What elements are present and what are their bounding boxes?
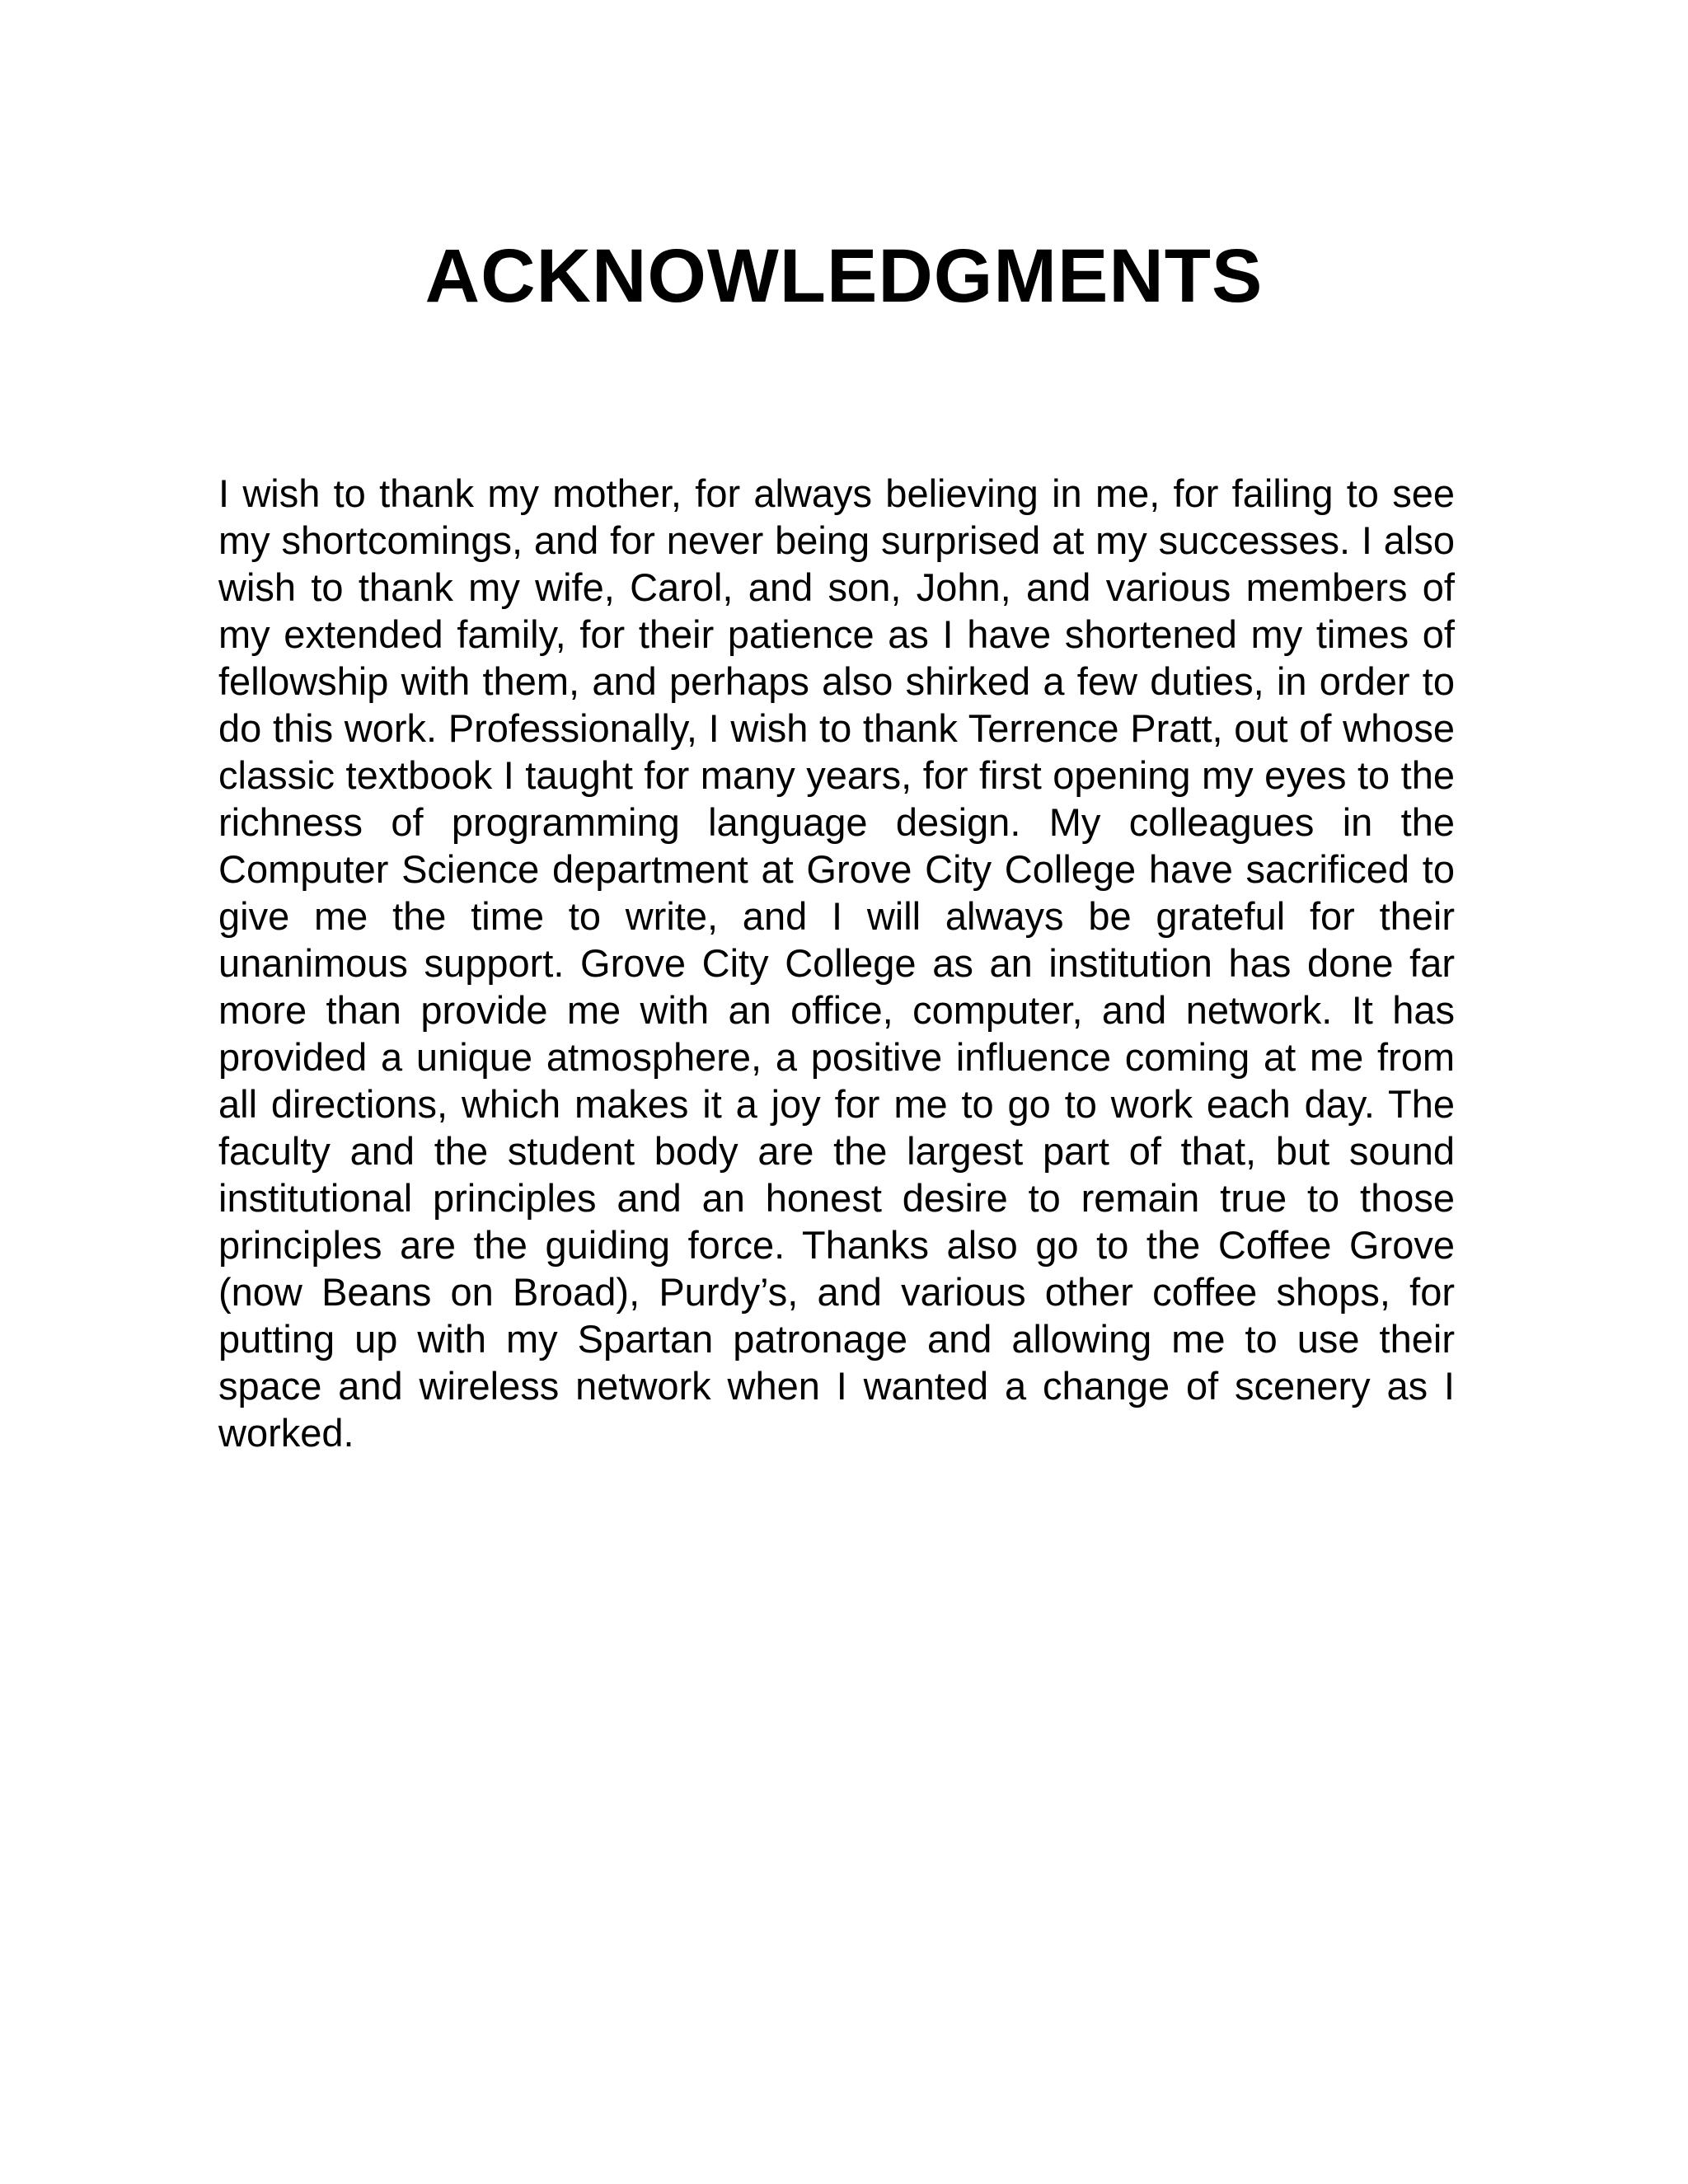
acknowledgments-paragraph: I wish to thank my mother, for always believing in me, for failing to see my shortcomings, and for never being surprised at my successes. I also wish to thank my wife, Carol, and son, John, and various members of my extended family, for their patience as I have shortened my times of fellowship with them, and perhaps also shirked a few duties, in order to do this work. Professionally, I wish to thank Terrence Pratt, out of whose classic textbook I taught for many years, for first opening my eyes to the richness of programming language design. My colleagues in the Computer Science department at Grove City College have sacrificed to give me the time to write, and I will always be grateful for their unanimous support. Grove City College as an institution has done far more than provide me with an office, computer, and network. It has provided a unique atmosphere, a positive influence coming at me from all directions, which makes it a joy for me to go to work each day. The faculty and the student body are the largest part of that, but sound institutional principles and an honest desire to remain true to those principles are the guiding force. Thanks also go to the Coffee Grove (now Beans on Broad), Purdy’s, and various other coffee shops, for putting up with my Spartan patronage and allowing me to use their space and wireless network when I wanted a change of scenery as I worked. (218, 471, 1455, 1455)
page-title: ACKNOWLEDGMENTS (424, 234, 1264, 318)
